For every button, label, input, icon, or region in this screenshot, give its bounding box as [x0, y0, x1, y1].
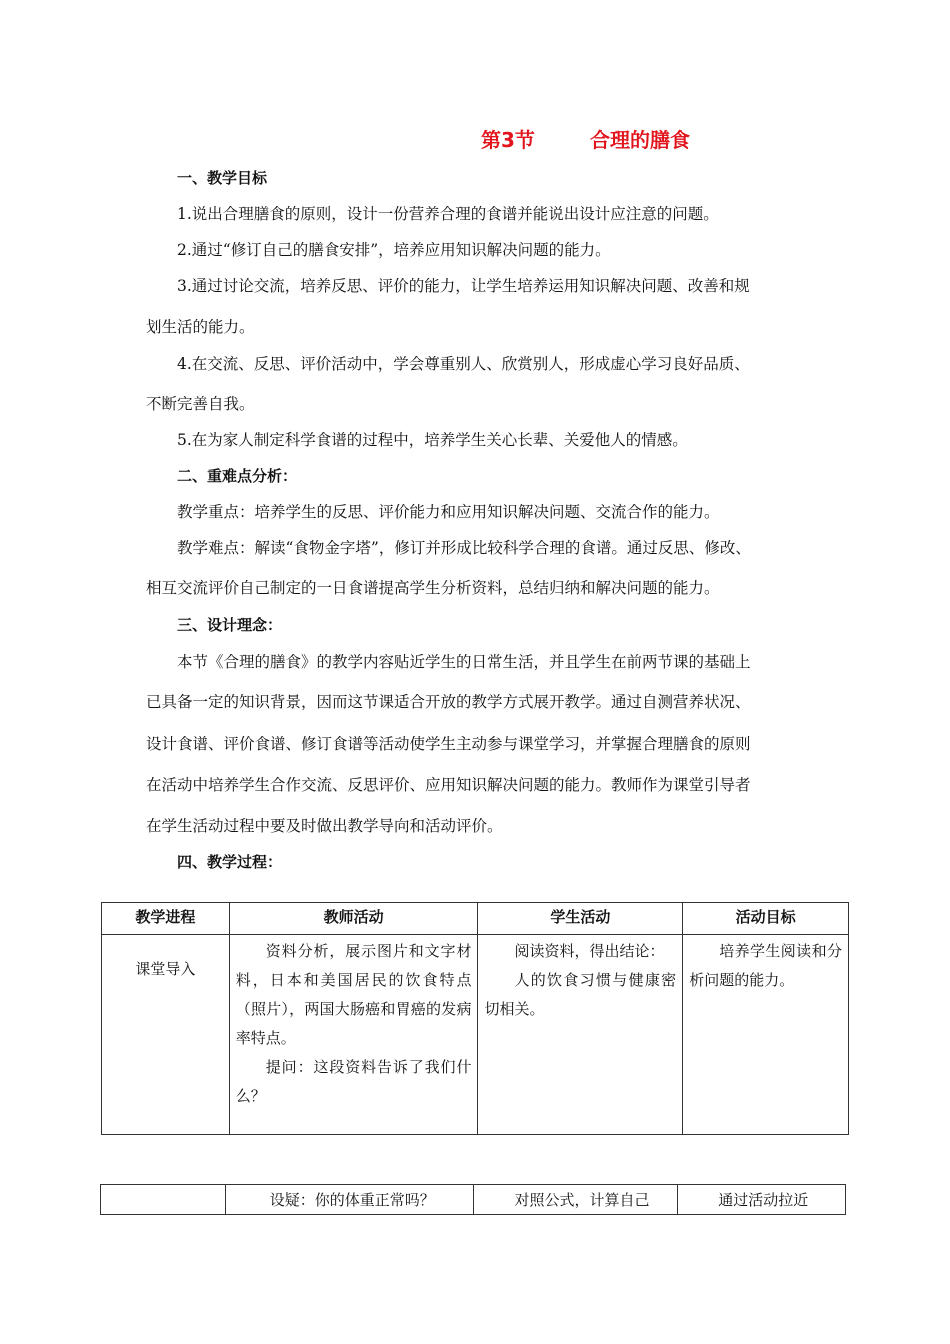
objective-line: 4.在交流、反思、评价活动中，学会尊重别人、欣赏别人，形成虚心学习良好品质、 — [177, 355, 750, 373]
teacher-cell — [229, 935, 478, 1135]
concept-line: 本节《合理的膳食》的教学内容贴近学生的日常生活，并且学生在前两节课的基础上 — [177, 653, 751, 671]
table-header-row — [102, 903, 849, 935]
table-row — [101, 1185, 846, 1215]
teacher-cell: 设疑：你的体重正常吗？ — [225, 1185, 474, 1215]
section-number: 第3节 — [481, 128, 535, 152]
key-point-line: 教学难点：解读“食物金字塔”，修订并形成比较科学合理的食谱。通过反思、修改、 — [177, 539, 751, 557]
concept-line: 已具备一定的知识背景，因而这节课适合开放的教学方式展开教学。通过自测营养状况、 — [146, 693, 751, 711]
objective-line: 2.通过“修订自己的膳食安排”，培养应用知识解决问题的能力。 — [177, 241, 611, 259]
page-title — [0, 124, 950, 154]
teacher-question: 提问：这段资料告诉了我们什么？ — [235, 1058, 472, 1105]
heading-key-points: 二、重难点分析： — [177, 467, 298, 485]
stage-cell: 课堂导入 — [102, 935, 230, 1135]
goal-cell — [683, 935, 849, 1135]
heading-design-concept: 三、设计理念： — [177, 616, 283, 634]
key-point-line: 教学重点：培养学生的反思、评价能力和应用知识解决问题、交流合作的能力。 — [177, 503, 720, 521]
header-stage: 教学进程 — [102, 903, 230, 935]
objective-line: 3.通过讨论交流，培养反思、评价的能力，让学生培养运用知识解决问题、改善和规 — [177, 277, 750, 295]
key-point-line: 相互交流评价自己制定的一日食谱提高学生分析资料，总结归纳和解决问题的能力。 — [146, 579, 720, 597]
section-name: 合理的膳食 — [590, 128, 690, 152]
goal-text: 培养学生阅读和分析问题的能力。 — [689, 942, 842, 989]
student-cell: 对照公式，计算自己 — [474, 1185, 678, 1215]
stage-cell — [101, 1185, 226, 1215]
table-row — [102, 935, 849, 1135]
process-table-continued — [100, 1184, 846, 1215]
objective-line: 不断完善自我。 — [146, 395, 255, 413]
header-teacher: 教师活动 — [229, 903, 478, 935]
heading-objectives: 一、教学目标 — [177, 169, 268, 187]
concept-line: 在活动中培养学生合作交流、反思评价、应用知识解决问题的能力。教师作为课堂引导者 — [146, 776, 751, 794]
objective-line: 划生活的能力。 — [146, 318, 255, 336]
concept-line: 设计食谱、评价食谱、修订食谱等活动使学生主动参与课堂学习，并掌握合理膳食的原则 — [146, 735, 751, 753]
student-cell — [478, 935, 683, 1135]
goal-cell: 通过活动拉近 — [678, 1185, 846, 1215]
teacher-text: 资料分析，展示图片和文字材料，日本和美国居民的饮食特点（照片），两国大肠癌和胃癌的发病率特点。 — [235, 942, 472, 1047]
objective-line: 5.在为家人制定科学食谱的过程中，培养学生关心长辈、关爱他人的情感。 — [177, 431, 688, 449]
header-goal: 活动目标 — [683, 903, 849, 935]
heading-process: 四、教学过程： — [177, 853, 283, 871]
process-table — [101, 902, 849, 1135]
header-student: 学生活动 — [478, 903, 683, 935]
concept-line: 在学生活动过程中要及时做出教学导向和活动评价。 — [146, 817, 503, 835]
objective-line: 1.说出合理膳食的原则，设计一份营养合理的食谱并能说出设计应注意的问题。 — [177, 205, 719, 223]
student-text: 阅读资料，得出结论： — [514, 942, 665, 960]
student-conclusion: 人的饮食习惯与健康密切相关。 — [484, 971, 677, 1018]
